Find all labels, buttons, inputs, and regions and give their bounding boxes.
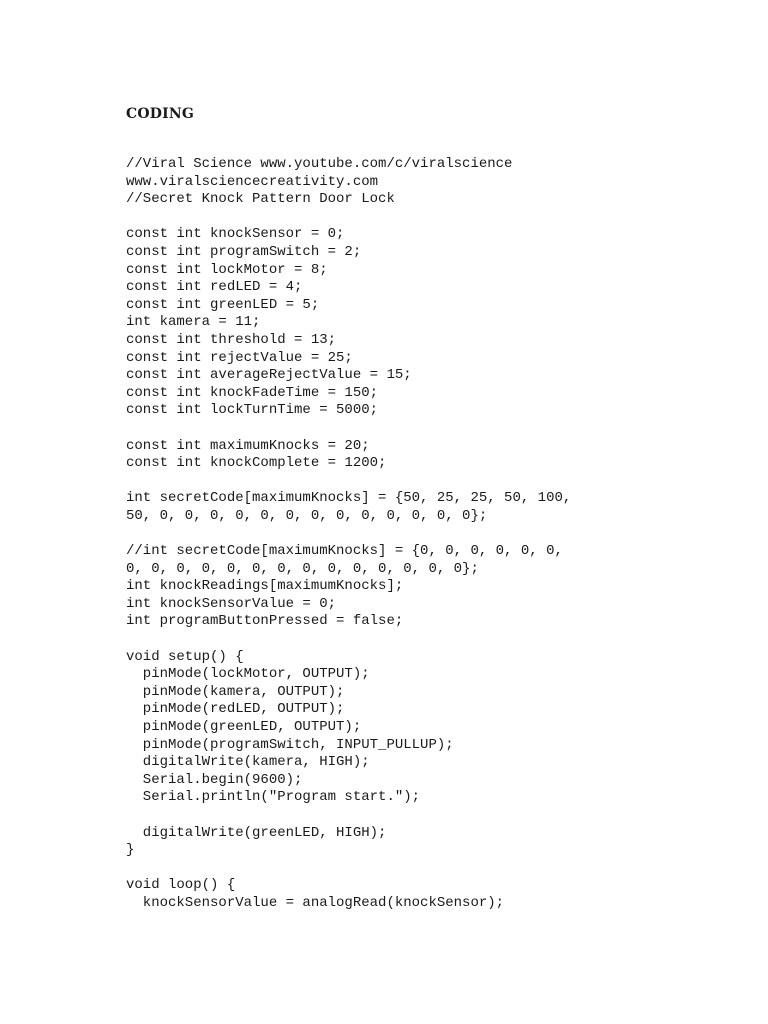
blank-line <box>126 631 746 649</box>
code-line: Serial.begin(9600); <box>126 771 303 788</box>
code-line: www.viralsciencecreativity.com <box>126 173 379 190</box>
code-line: knockSensorValue = analogRead(knockSensor); <box>126 894 505 911</box>
code-line: void loop() { <box>126 877 236 894</box>
code-line: const int knockFadeTime = 150; <box>126 384 379 401</box>
code-line: int knockSensorValue = 0; <box>126 595 337 612</box>
code-line: 0, 0, 0, 0, 0, 0, 0, 0, 0, 0, 0, 0, 0, 0}; <box>126 560 479 577</box>
code-line: //int secretCode[maximumKnocks] = {0, 0, 0, 0, 0, 0, <box>126 543 563 560</box>
code-line: Serial.println("Program start."); <box>126 789 421 806</box>
code-line: const int lockTurnTime = 5000; <box>126 402 379 419</box>
code-line: int knockReadings[maximumKnocks]; <box>126 578 404 595</box>
code-line: const int knockSensor = 0; <box>126 226 345 243</box>
code-line: digitalWrite(kamera, HIGH); <box>126 754 370 771</box>
code-line: const int threshold = 13; <box>126 331 337 348</box>
code-line: 50, 0, 0, 0, 0, 0, 0, 0, 0, 0, 0, 0, 0, 0}; <box>126 507 488 524</box>
code-line: const int redLED = 4; <box>126 279 303 296</box>
code-line: pinMode(kamera, OUTPUT); <box>126 683 345 700</box>
code-line: int secretCode[maximumKnocks] = {50, 25, 25, 50, 100, <box>126 490 572 507</box>
code-line: pinMode(lockMotor, OUTPUT); <box>126 666 370 683</box>
code-line: pinMode(redLED, OUTPUT); <box>126 701 345 718</box>
blank-line <box>126 525 746 543</box>
code-block <box>126 156 746 913</box>
code-line: const int lockMotor = 8; <box>126 261 328 278</box>
code-line: void setup() { <box>126 648 244 665</box>
code-line: const int rejectValue = 25; <box>126 349 353 366</box>
code-line: int programButtonPressed = false; <box>126 613 404 630</box>
blank-line <box>126 860 746 878</box>
code-line: } <box>126 842 135 859</box>
code-line: //Viral Science www.youtube.com/c/viralscience <box>126 156 513 172</box>
code-line: pinMode(programSwitch, INPUT_PULLUP); <box>126 736 454 753</box>
code-line: const int knockComplete = 1200; <box>126 455 387 472</box>
blank-line <box>126 209 746 227</box>
code-line: const int averageRejectValue = 15; <box>126 367 412 384</box>
blank-line <box>126 473 746 491</box>
code-line: digitalWrite(greenLED, HIGH); <box>126 824 387 841</box>
code-line: int kamera = 11; <box>126 314 261 331</box>
code-line: pinMode(greenLED, OUTPUT); <box>126 719 362 735</box>
blank-line <box>126 420 746 438</box>
code-line: const int maximumKnocks = 20; <box>126 437 370 454</box>
code-line: const int greenLED = 5; <box>126 296 320 313</box>
section-heading: CODING <box>126 106 194 122</box>
blank-line <box>126 807 746 825</box>
code-line: const int programSwitch = 2; <box>126 243 362 260</box>
code-line: //Secret Knock Pattern Door Lock <box>126 191 395 208</box>
